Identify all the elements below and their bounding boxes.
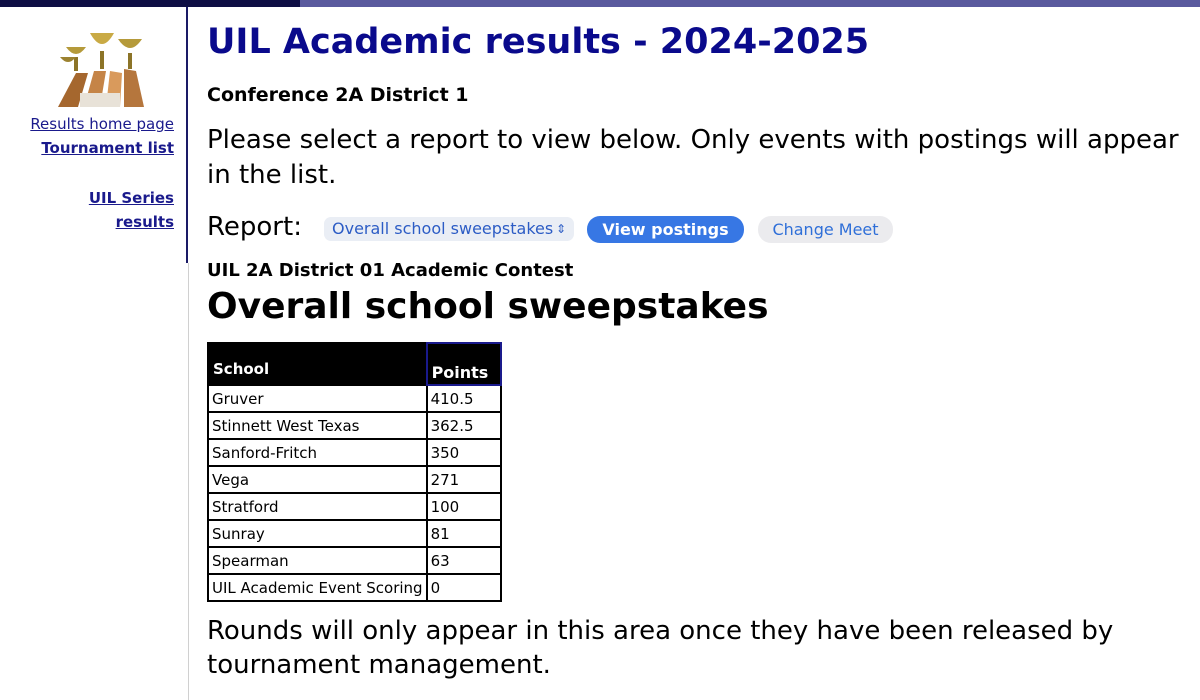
table-row <box>208 493 501 520</box>
change-meet-button[interactable]: Change Meet <box>758 216 893 243</box>
tournament-list-link[interactable]: Tournament list <box>41 139 174 157</box>
school-cell: Vega <box>208 466 427 493</box>
intro-text: Please select a report to view below. Only events with postings will appear in the list. <box>207 125 1179 190</box>
table-row <box>208 439 501 466</box>
trophy-hands-logo <box>54 27 150 107</box>
sidebar-divider <box>188 263 189 700</box>
school-cell: Gruver <box>208 385 427 412</box>
school-cell: Sanford-Fritch <box>208 439 427 466</box>
points-cell: 0 <box>427 574 501 601</box>
school-cell: Sunray <box>208 520 427 547</box>
contest-name: UIL 2A District 01 Academic Contest <box>207 260 574 281</box>
points-cell: 410.5 <box>427 385 501 412</box>
table-row <box>208 520 501 547</box>
top-banner-accent <box>0 0 300 7</box>
results-home-link[interactable]: Results home page <box>30 115 174 133</box>
report-title: Overall school sweepstakes <box>207 286 769 327</box>
table-row <box>208 574 501 601</box>
uil-series-results-link[interactable]: UIL Series <box>88 189 174 207</box>
table-header-row <box>208 343 501 385</box>
points-cell: 362.5 <box>427 412 501 439</box>
table-row <box>208 547 501 574</box>
points-cell: 100 <box>427 493 501 520</box>
school-cell: Stinnett West Texas <box>208 412 427 439</box>
table-row <box>208 412 501 439</box>
sidebar <box>0 7 188 263</box>
sweepstakes-table <box>207 342 502 602</box>
select-chevron-icon: ⇕ <box>555 222 566 236</box>
points-cell: 271 <box>427 466 501 493</box>
conference-subtitle: Conference 2A District 1 <box>207 84 469 106</box>
points-cell: 81 <box>427 520 501 547</box>
column-header-school: School <box>208 343 427 385</box>
view-postings-button[interactable]: View postings <box>587 216 744 243</box>
table-row <box>208 466 501 493</box>
report-label: Report: <box>207 212 302 242</box>
points-cell: 350 <box>427 439 501 466</box>
report-select[interactable] <box>324 217 574 241</box>
table-row <box>208 385 501 412</box>
report-picker <box>207 210 1007 244</box>
school-cell: Spearman <box>208 547 427 574</box>
top-banner-bar <box>0 0 1200 7</box>
school-cell: Stratford <box>208 493 427 520</box>
report-select-value: Overall school sweepstakes <box>332 219 554 238</box>
release-note: Rounds will only appear in this area once they have been released by tournament management. <box>207 616 1114 680</box>
school-cell: UIL Academic Event Scoring <box>208 574 427 601</box>
page-title: UIL Academic results - 2024-2025 <box>207 22 870 62</box>
column-header-points: Points <box>427 343 501 385</box>
uil-series-results-link-line2[interactable]: results <box>115 213 174 231</box>
points-cell: 63 <box>427 547 501 574</box>
